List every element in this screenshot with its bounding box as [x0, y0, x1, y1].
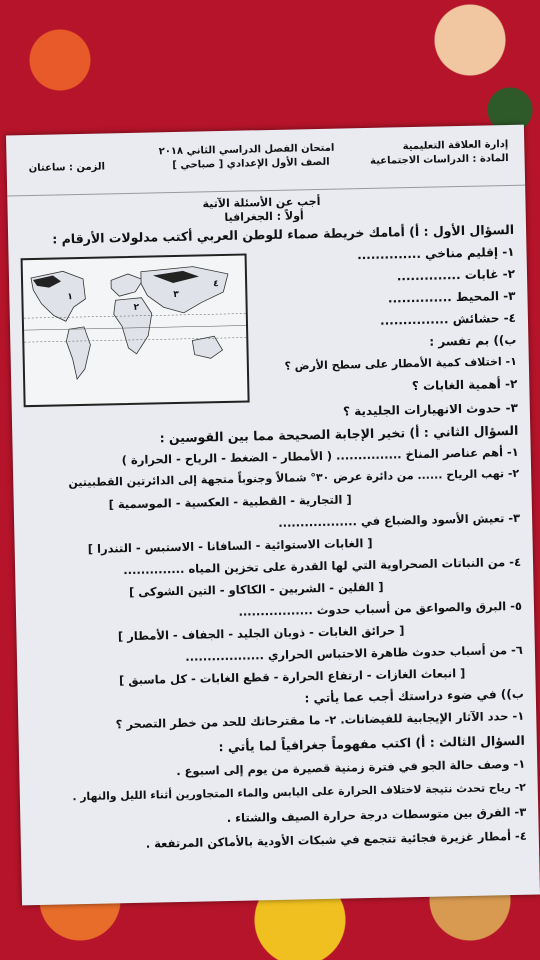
q2-line-3: [ التجارية - القطبية - العكسية - الموسمية ] — [108, 492, 352, 512]
south-america-shape — [66, 327, 91, 379]
time-label: الزمن : ساعتان — [28, 161, 106, 175]
q2-b-line: ١- حدد الآثار الإيجابية للفيضانات. ٢- ما مقترحاتك للحد من خطر التصحر ؟ — [115, 708, 525, 732]
q2-line-9: [ حرائق الغابات - ذوبان الجليد - الجفاف - الأمطار ] — [117, 623, 405, 644]
q2-line-2: ٢- تهب الرياح ...... من دائرة عرض ٣٠° شمالاً وجنوباً متجهة إلى الدائرتين القطبيتين — [68, 466, 520, 490]
q2-line-6: ٤- من النباتات الصحراوية التي لها القدرة على تخزين المياه .............. — [123, 554, 522, 578]
q2-line-11: [ انبعاث الغازات - ارتفاع الحرارة - قطع الغابات - كل ماسبق ] — [118, 666, 466, 688]
q2-line-1: ١- أهم عناصر المناخ ............... ( الأمطار - الضغط - الرياح - الحرارة ) — [121, 444, 519, 468]
map-number-1: ١ — [67, 292, 73, 303]
q1-b-item-1: ١- اختلاف كمية الأمطار على سطح الأرض ؟ — [284, 354, 517, 373]
q1-item-1: ١- إقليم مناخي .............. — [356, 244, 515, 263]
q1-part-b: ب)) بم تفسر : — [429, 332, 517, 349]
q3-item-2: ٢- رياح تحدث نتيجة لاختلاف الحرارة على اليابس والماء المتجاورين أثناء الليل والنهار . — [72, 780, 526, 804]
q2-line-7: [ الفلين - الشربين - الكاكاو - التين الشوكى ] — [128, 579, 384, 600]
grade-label: الصف الأول الإعدادي [ صباحي ] — [172, 156, 330, 172]
q3-item-1: ١- وصف حالة الجو في فترة زمنية قصيرة من يوم إلى اسبوع . — [176, 756, 526, 779]
instructions: أجب عن الأسئلة الآتية — [202, 194, 321, 211]
q2-line-10: ٦- من أسباب حدوث ظاهرة الاحتباس الحراري .................. — [185, 642, 524, 664]
q1-b-item-2: ٢- أهمية الغابات ؟ — [411, 376, 518, 394]
q1-item-2: ٢- غابات .............. — [396, 266, 516, 284]
exam-title: امتحان الفصل الدراسي الثاني ٢٠١٨ — [158, 142, 335, 158]
q2-line-5: [ الغابات الاستوائية - السافانا - الاستبس - التندرا ] — [87, 535, 373, 556]
map-number-4: ٤ — [213, 279, 219, 290]
admin-label: إدارة العلاقة التعليمية — [402, 138, 509, 153]
q3-title: السؤال الثالث : أ) اكتب مفهوماً جغرافياً لما يأتي : — [218, 732, 525, 755]
q1-item-3: ٣- المحيط .............. — [387, 288, 516, 306]
map-number-2: ٢ — [133, 302, 140, 313]
north-america-shape — [31, 271, 86, 322]
q2-title: السؤال الثاني : أ) تخير الإجابة الصحيحة مما بين القوسين : — [159, 422, 519, 446]
exam-paper — [6, 125, 540, 906]
europe-shape — [111, 274, 143, 297]
q3-item-3: ٣- الفرق بين متوسطات درجة حرارة الصيف والشتاء . — [226, 804, 527, 826]
header-divider — [7, 185, 525, 197]
world-map-svg — [23, 256, 248, 406]
australia-shape — [192, 336, 222, 359]
q3-item-4: ٤- أمطار غزيرة فجائية تتجمع في شبكات الأودية بالأماكن المرتفعة . — [145, 828, 527, 851]
q1-item-4: ٤- حشائش ............... — [379, 310, 517, 328]
q2-line-8: ٥- البرق والصواعق من أسباب حدوث ................. — [238, 598, 523, 619]
subject-label: المادة : الدراسات الاجتماعية — [369, 152, 509, 167]
world-map — [21, 253, 250, 407]
q1-title: السؤال الأول : أ) أمامك خريطة صماء للوطن العربي أكتب مدلولات الأرقام : — [52, 221, 515, 247]
map-number-3: ٣ — [173, 289, 179, 301]
q1-b-item-3: ٣- حدوث الانهيارات الجليدية ؟ — [342, 400, 518, 419]
section-title: أولاً : الجغرافيا — [224, 209, 304, 224]
q2-part-b: ب)) في ضوء دراستك أجب عما يأتي : — [304, 686, 524, 706]
q2-line-4: ٣- تعيش الأسود والضباع في .................. — [278, 510, 521, 530]
